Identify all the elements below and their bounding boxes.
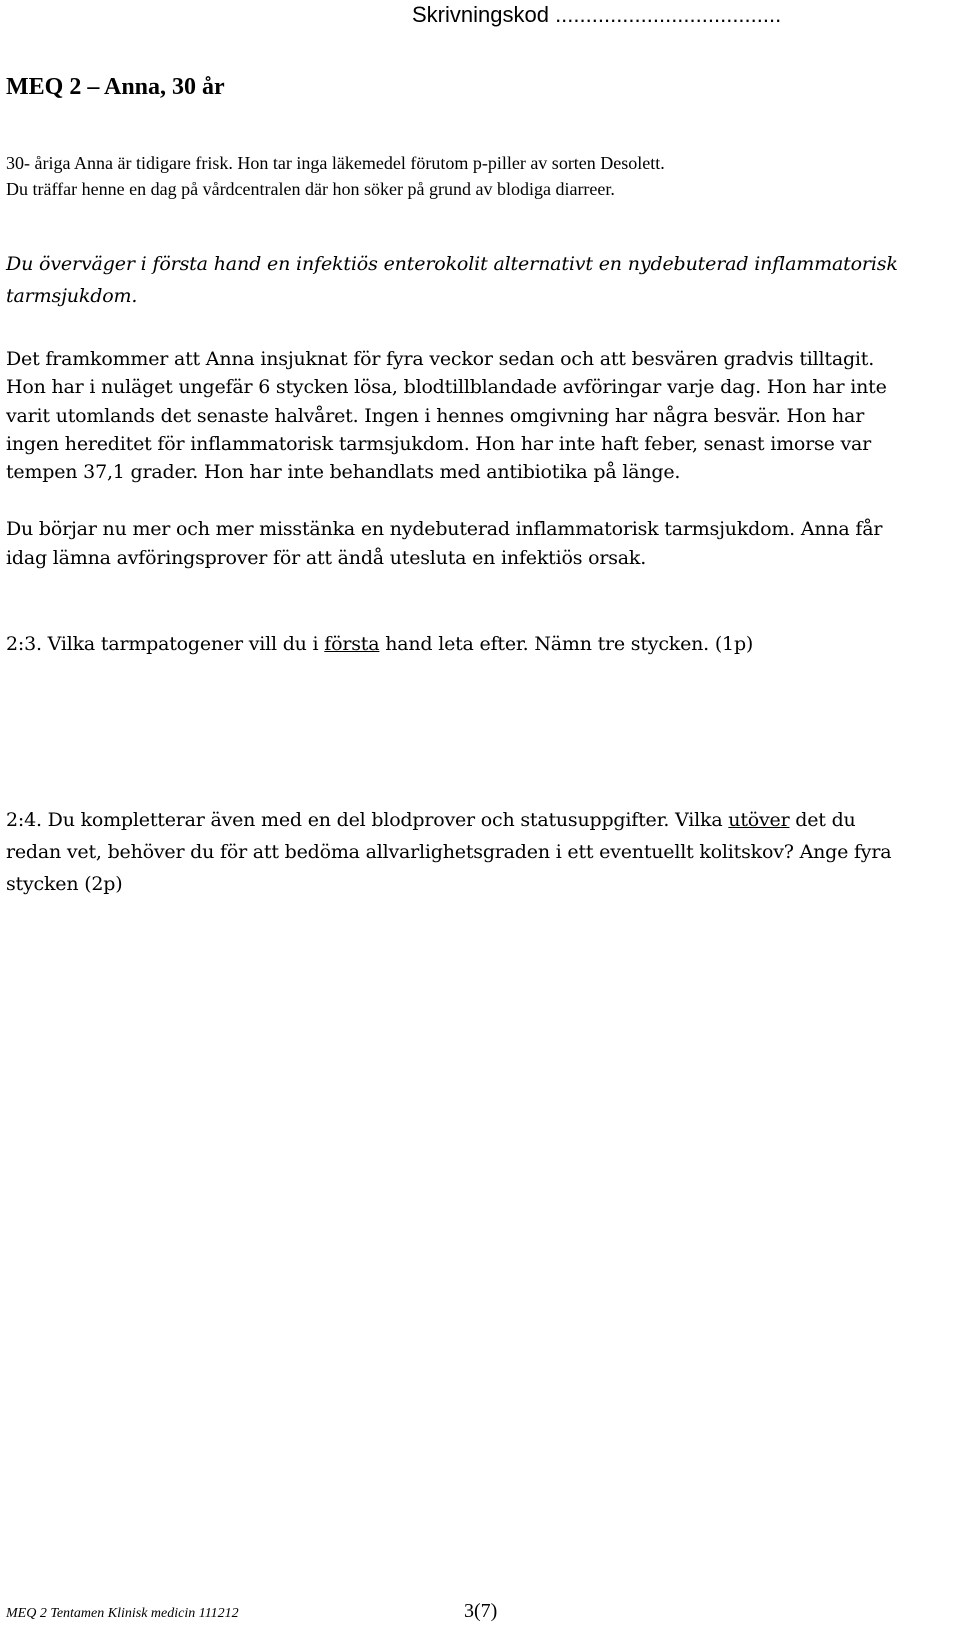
suspicion-paragraph bbox=[6, 515, 882, 573]
case-title: MEQ 2 – Anna, 30 år bbox=[6, 74, 225, 100]
hypothesis-line: tarmsjukdom. bbox=[6, 285, 138, 307]
footer-exam-name: MEQ 2 Tentamen Klinisk medicin 111212 bbox=[6, 1606, 239, 1621]
history-line: tempen 37,1 grader. Hon har inte behandlats med antibiotika på länge. bbox=[6, 461, 681, 484]
question-text: hand leta efter. Nämn tre stycken. (1p) bbox=[379, 633, 754, 655]
question-2-4 bbox=[6, 804, 891, 900]
history-line: Det framkommer att Anna insjuknat för fyra veckor sedan och att besvären gradvis tilltagit. bbox=[6, 348, 875, 370]
history-paragraph bbox=[6, 345, 887, 486]
history-line: varit utomlands det senaste halvåret. Ingen i hennes omgivning har några besvär. Hon har bbox=[6, 404, 865, 427]
question-text: 2:4. Du kompletterar även med en del blodprover och statusuppgifter. Vilka bbox=[6, 809, 729, 831]
intro-line: Du träffar henne en dag på vårdcentralen där hon söker på grund av blodiga diarreer. bbox=[6, 179, 615, 199]
intro-paragraph bbox=[6, 150, 665, 202]
history-line: Hon har i nuläget ungefär 6 stycken lösa, blodtillblandade avföringar varje dag. Hon har inte bbox=[6, 376, 887, 399]
intro-line: 30- åriga Anna är tidigare frisk. Hon tar inga läkemedel förutom p-piller av sorten Desolett. bbox=[6, 153, 665, 173]
emphasis-underline: utöver bbox=[728, 809, 790, 831]
hypothesis-line: Du överväger i första hand en infektiös enterokolit alternativt en nydebuterad inflammatorisk bbox=[6, 253, 898, 275]
question-line: stycken (2p) bbox=[6, 873, 123, 895]
question-text: 2:3. Vilka tarmpatogener vill du i bbox=[6, 633, 325, 655]
question-line: redan vet, behöver du för att bedöma allvarlighetsgraden i ett eventuellt kolitskov? Ange fyra bbox=[6, 841, 892, 863]
question-line bbox=[6, 804, 891, 836]
skrivningskod-field: Skrivningskod ..................................... bbox=[412, 2, 782, 27]
history-line: ingen hereditet för inflammatorisk tarmsjukdom. Hon har inte haft feber, senast imorse var bbox=[6, 432, 871, 455]
footer-page-number: 3(7) bbox=[464, 1600, 498, 1622]
question-2-3 bbox=[6, 628, 753, 660]
suspicion-line: Du börjar nu mer och mer misstänka en nydebuterad inflammatorisk tarmsjukdom. Anna får bbox=[6, 518, 883, 540]
hypothesis-paragraph bbox=[6, 248, 898, 312]
question-text: det du bbox=[789, 809, 856, 831]
suspicion-line: idag lämna avföringsprover för att ändå utesluta en infektiös orsak. bbox=[6, 547, 647, 569]
emphasis-underline: första bbox=[324, 633, 380, 655]
